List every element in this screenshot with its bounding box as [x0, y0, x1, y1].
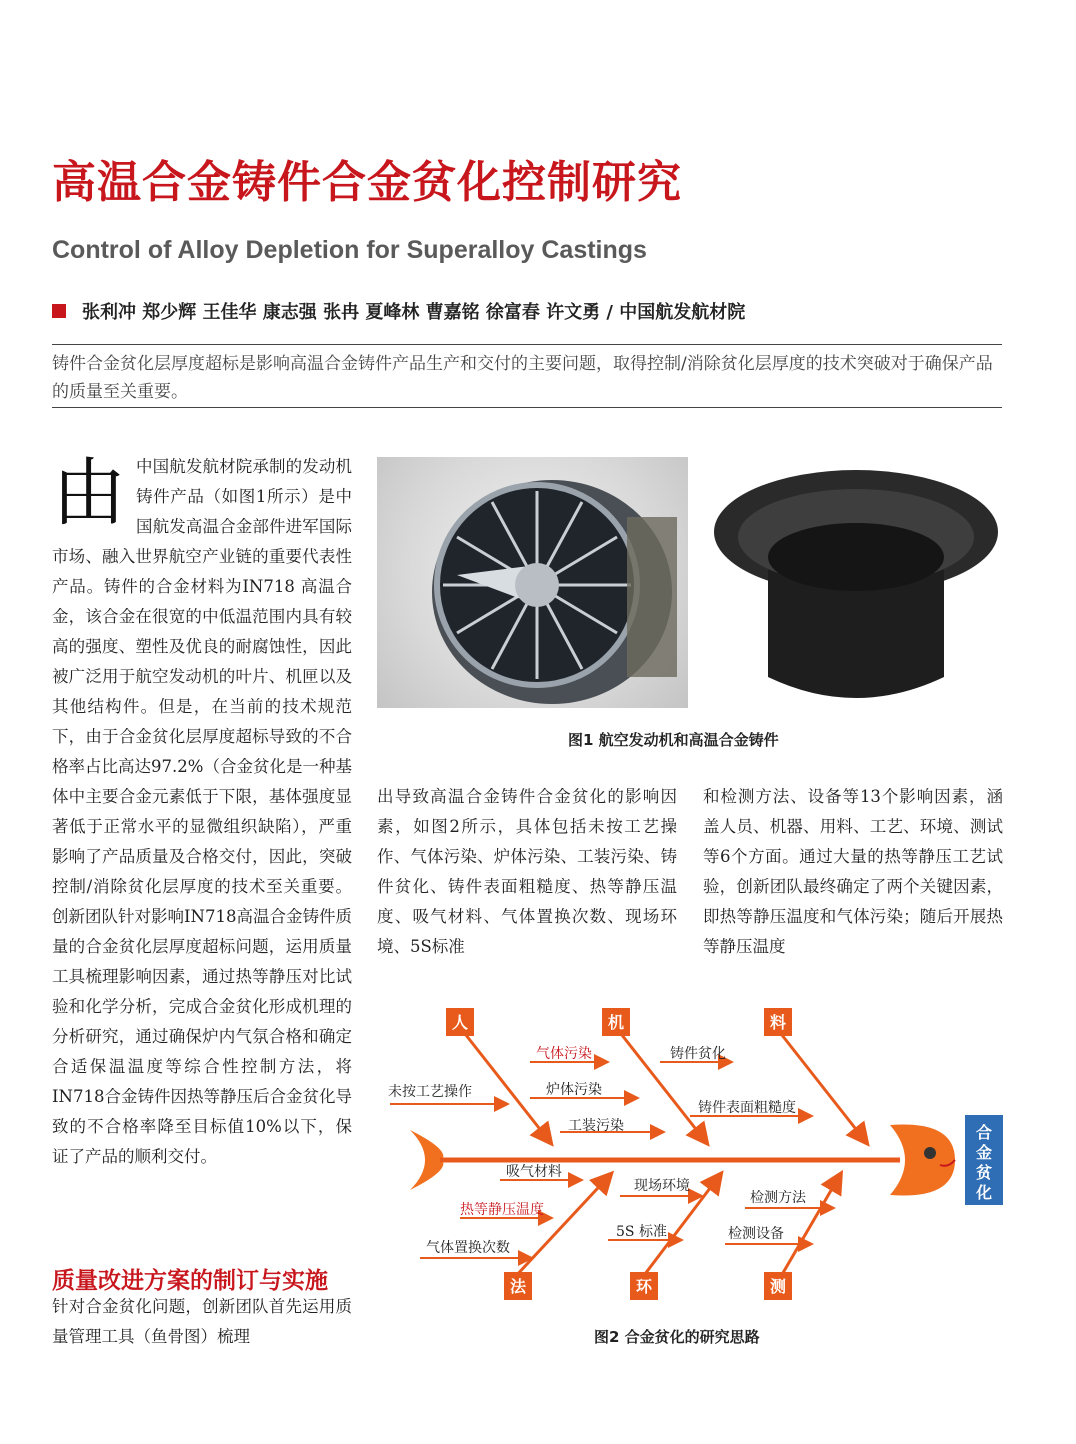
factor-zhihuan: 气体置换次数 [426, 1240, 510, 1256]
category-liao: 料 [769, 1013, 787, 1032]
category-ji: 机 [607, 1013, 625, 1032]
bottom-rule [52, 407, 1002, 408]
factor-weixiang: 未按工艺操作 [388, 1084, 472, 1100]
drop-cap: 由 [52, 450, 126, 536]
factor-xiqi: 吸气材料 [506, 1164, 562, 1180]
factor-gongzhuang: 工装污染 [568, 1118, 624, 1134]
jet-engine-photo [377, 457, 688, 708]
factor-xianchang: 现场环境 [634, 1178, 690, 1194]
col3-text: 和检测方法、设备等13个影响因素，涵盖人员、机器、用料、工艺、环境、测试等6个方面。通过大量的热等静压工艺试验，创新团队最终确定了两个关键因素，即热等静压温度和气体污染；随后开展热等静压温度 [703, 787, 1003, 956]
factor-biaomian: 铸件表面粗糙度 [698, 1100, 796, 1116]
author-line [52, 298, 745, 324]
head-char-2: 金 [975, 1143, 993, 1162]
author-names: 张利冲 郑少辉 王佳华 康志强 张冉 夏峰林 曹嘉铭 徐富春 许文勇 / 中国航发航材院 [82, 302, 746, 323]
head-char-3: 贫 [975, 1163, 993, 1182]
column-1 [52, 452, 352, 1172]
fish-eye [924, 1147, 936, 1159]
col1-paragraph-1: 中国航发航材院承制的发动机铸件产品（如图1所示）是中国航发高温合金部件进军国际市场、融入世界航空产业链的重要代表性产品。铸件的合金材料为IN718 高温合金，该合金在很宽的中低温范围内具有较高的强度、塑性及优良的耐腐蚀性，因此被广泛用于航空发动机的叶片、机匣以及其他结构件。但是，在当前的技术规范下，由于合金贫化层厚度超标导致的不合格率占比高达97.2%（合金贫化是一种基体中主要合金元素低于下限，基体强度显著低于正常水平的显微组织缺陷），严重影响了产品质量及合格交付，因此，突破控制/消除贫化层厚度的技术至关重要。创新团队针对影响IN718高温合金铸件质量的合金贫化层厚度超标问题，运用质量工具梳理影响因素，通过热等静压对比试验和化学分析，完成合金贫化形成机理的分析研究，通过确保炉内气氛合格和确定合适保温温度等综合性控制方法，将IN718合金铸件因热等静压后合金贫化导致的不合格率降至目标值10%以下，保证了产品的顺利交付。 [52, 457, 352, 1166]
factor-qiti: 气体污染 [536, 1046, 592, 1062]
column-1-continued [52, 1292, 352, 1352]
top-rule [52, 344, 1002, 345]
factor-zhujian: 铸件贫化 [670, 1046, 726, 1062]
section-heading: 质量改进方案的制订与实施 [52, 1268, 328, 1294]
figure1-caption: 图1 航空发动机和高温合金铸件 [568, 731, 779, 749]
factor-luti: 炉体污染 [546, 1082, 602, 1098]
jet-engine-illustration [377, 457, 688, 708]
col1-paragraph-2: 针对合金贫化问题，创新团队首先运用质量管理工具（鱼骨图）梳理 [52, 1297, 352, 1346]
abstract: 铸件合金贫化层厚度超标是影响高温合金铸件产品生产和交付的主要问题，取得控制/消除贫化层厚度的技术突破对于确保产品的质量至关重要。 [52, 354, 993, 402]
casting-ring-illustration [708, 457, 1004, 708]
category-ren: 人 [451, 1013, 469, 1032]
category-fa: 法 [509, 1277, 527, 1296]
category-huan: 环 [635, 1277, 653, 1296]
head-char-4: 化 [975, 1183, 993, 1202]
casting-ring-photo [708, 457, 1004, 708]
head-char-1: 合 [975, 1123, 993, 1142]
col2-text: 出导致高温合金铸件合金贫化的影响因素，如图2所示，具体包括未按工艺操作、气体污染、炉体污染、工装污染、铸件贫化、铸件表面粗糙度、热等静压温度、吸气材料、气体置换次数、现场环境、5S标准 [377, 787, 677, 956]
article-title: 高温合金铸件合金贫化控制研究 [52, 157, 682, 208]
factor-jiance-fangfa: 检测方法 [750, 1190, 806, 1206]
category-ce: 测 [769, 1277, 787, 1296]
factor-5s: 5S 标准 [616, 1224, 667, 1240]
article-subtitle: Control of Alloy Depletion for Superalloy Castings [52, 236, 647, 264]
fish-tail [410, 1130, 443, 1190]
factor-reyadeng: 热等静压温度 [460, 1202, 544, 1218]
figure2-caption: 图2 合金贫化的研究思路 [594, 1328, 760, 1346]
column-2 [377, 782, 677, 962]
red-square-icon [52, 304, 66, 318]
fishbone-diagram [380, 1000, 1005, 1310]
column-3 [703, 782, 1003, 962]
factor-jiance-shebei: 检测设备 [728, 1226, 784, 1242]
